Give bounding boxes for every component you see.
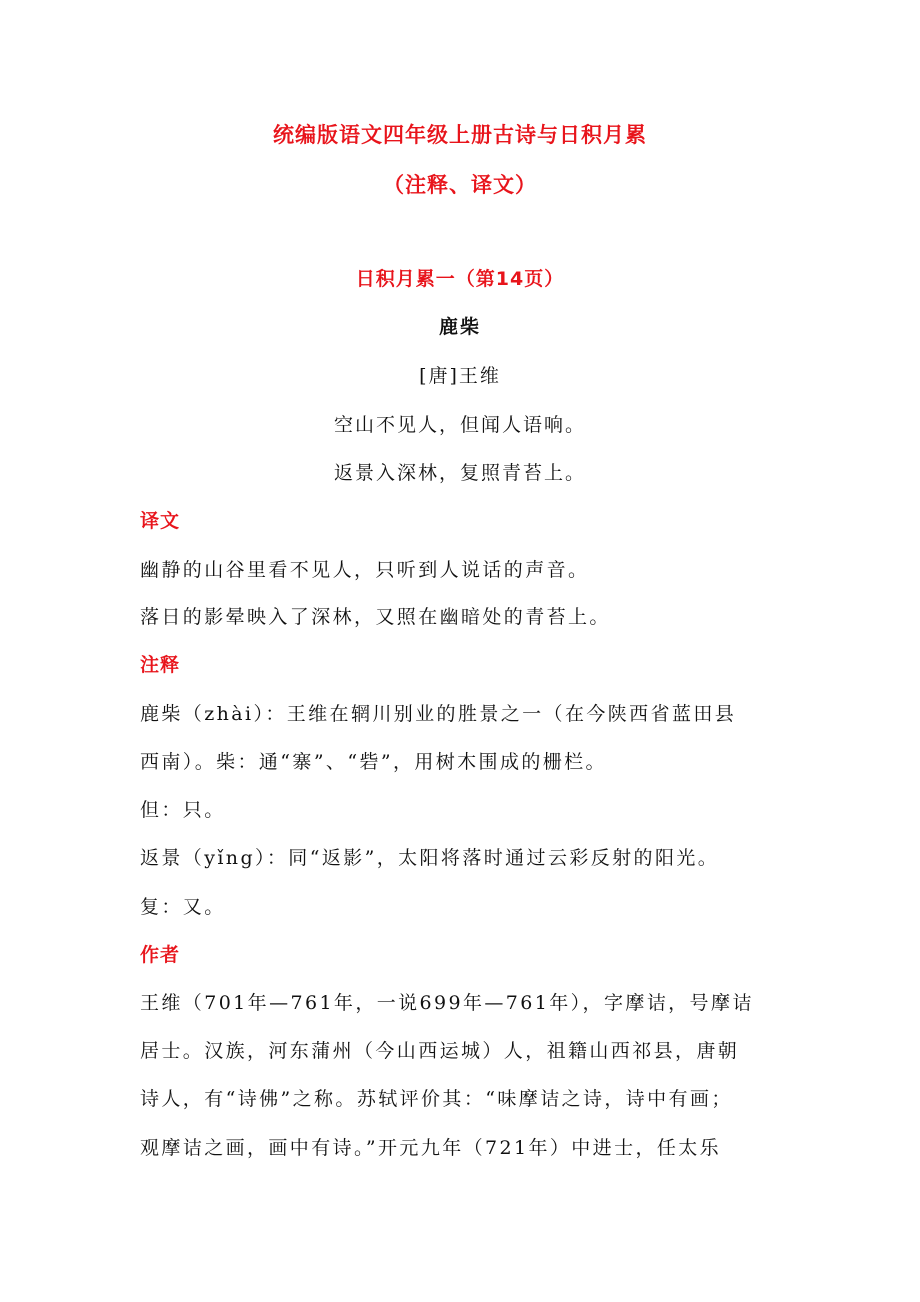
poem-author: [唐]王维	[419, 365, 501, 387]
section-heading: 日积月累一（第14页）	[355, 268, 565, 290]
author-bio-line: 诗人，有“诗佛”之称。苏轼评价其：“味摩诘之诗，诗中有画；	[140, 1088, 733, 1110]
author-bio-line: 观摩诘之画，画中有诗。”开元九年（721年）中进士，任太乐	[140, 1137, 722, 1159]
note-line: 但：只。	[140, 799, 226, 821]
author-bio-line: 居士。汉族，河东蒲州（今山西运城）人，祖籍山西祁县，唐朝	[140, 1040, 740, 1062]
poem-line: 返景入深林，复照青苔上。	[333, 462, 586, 484]
author-bio-line: 王维（701年—761年，一说699年—761年），字摩诘，号摩诘	[140, 992, 754, 1014]
poem-line: 空山不见人，但闻人语响。	[333, 414, 586, 436]
author-heading: 作者	[140, 944, 181, 966]
note-line: 复：又。	[140, 896, 226, 918]
note-line: 鹿柴（zhài）：王维在辋川别业的胜景之一（在今陕西省蓝田县	[140, 703, 737, 725]
poem-title: 鹿柴	[438, 316, 481, 338]
note-line: 西南）。柴：通“寨”、“砦”，用树木围成的栅栏。	[140, 751, 607, 773]
document-subtitle: （注释、译文）	[383, 173, 537, 197]
document-title: 统编版语文四年级上册古诗与日积月累	[273, 123, 647, 147]
translation-heading: 译文	[140, 510, 181, 532]
translation-line: 落日的影晕映入了深林，又照在幽暗处的青苔上。	[140, 606, 611, 628]
translation-line: 幽静的山谷里看不见人，只听到人说话的声音。	[140, 559, 590, 581]
note-line: 返景（yǐng）：同“返影”，太阳将落时通过云彩反射的阳光。	[140, 847, 720, 869]
notes-heading: 注释	[140, 654, 181, 676]
